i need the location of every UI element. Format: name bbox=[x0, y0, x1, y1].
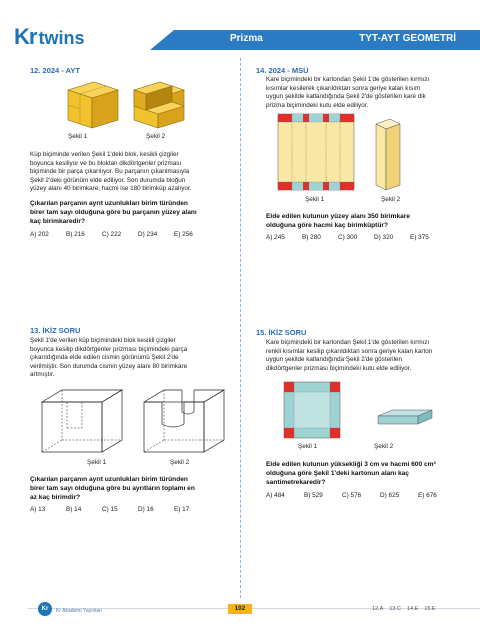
q12-header bbox=[30, 66, 80, 75]
q14-option-d[interactable]: D) 320 bbox=[374, 234, 394, 241]
q12-option-b[interactable]: B) 216 bbox=[66, 231, 85, 238]
q13-text-line: çıkarıldığında elde edilen cismin görünümü Şekil 2'de bbox=[30, 354, 179, 362]
q15-text bbox=[266, 339, 476, 373]
q12-text-line: boyunca kesiliyor ve bu bloktan dikdörtgenler prizması bbox=[30, 159, 182, 167]
q13-text-line: verilmiştir. Son durumda cismin yüzey alanı 80 birimkare bbox=[30, 362, 188, 370]
q13-figure bbox=[32, 384, 232, 456]
q12-text bbox=[30, 151, 235, 194]
q12-text-line: biçiminde bir parça çıkarılıyor. Bu parçanın çıkarılmasıyla bbox=[30, 168, 190, 176]
q14-question-line: olduğuna göre hacmi kaç birimküptür? bbox=[266, 222, 389, 229]
answer-key-item: 15.E bbox=[424, 606, 436, 612]
q12-option-c[interactable]: C) 222 bbox=[102, 231, 122, 238]
q14-number: 14. bbox=[256, 66, 267, 75]
column-divider bbox=[240, 58, 241, 598]
q15-header bbox=[256, 328, 306, 337]
section-title: Prizma bbox=[230, 33, 263, 44]
q15-option-b[interactable]: B) 529 bbox=[304, 492, 323, 499]
q12-figure bbox=[56, 78, 192, 132]
q12-text-line: Şekil 2'deki görünüm elde ediliyor. Son durumda bloğun bbox=[30, 176, 186, 184]
q13-text-line: boyunca kesilip dikdörtgenler prizması biçimindeki parça bbox=[30, 345, 188, 353]
q13-text-line: Şekil 1'de verilen küp biçimindeki blok kesikli çizgiler bbox=[30, 337, 176, 344]
answer-key-item: 12.A bbox=[372, 606, 384, 612]
q12-text-line: yüzey alanı 40 birimkare, hacmi ise 180 birimküp azalıyor. bbox=[30, 185, 192, 193]
q14-text-line: Kare biçimindeki bir kartondan Şekil 1'de gösterilen kırmızı bbox=[266, 76, 430, 83]
q14-sheet bbox=[278, 114, 354, 190]
footer-publisher: Kr Akademi Yayınları bbox=[56, 608, 103, 614]
q13-question-line: az kaç birimdir? bbox=[30, 494, 81, 501]
q13-option-b[interactable]: B) 14 bbox=[66, 506, 82, 513]
q14-option-e[interactable]: E) 375 bbox=[410, 234, 429, 241]
page-number: 102 bbox=[228, 604, 252, 614]
q12-cube-1 bbox=[68, 82, 118, 128]
q15-question-line: olduğuna göre Şekil 1'deki kartonun alanı kaç bbox=[266, 470, 410, 477]
q14-options bbox=[266, 234, 446, 241]
q14-text-line: kısımlar kesilerek çıkarıldıktan sonra geriye kalan kısım bbox=[266, 84, 421, 92]
q15-option-a[interactable]: A) 484 bbox=[266, 492, 285, 499]
q15-question-line: santimetrekaredir? bbox=[266, 479, 326, 486]
q14-question bbox=[266, 212, 471, 230]
q14-question-line: Elde edilen kutunun yüzey alanı 350 birimkare bbox=[266, 213, 411, 220]
q12-options bbox=[30, 231, 210, 238]
q12-question-line: birer tam sayı olduğuna göre bu parçanın yüzey alanı bbox=[30, 209, 197, 216]
q12-text-line: Küp biçiminde verilen Şekil 1'deki blok, kesikli çizgiler bbox=[30, 151, 179, 158]
q15-caption-2: Şekil 2 bbox=[374, 443, 394, 450]
course-title: TYT-AYT GEOMETRİ bbox=[359, 33, 456, 44]
q12-question-line: kaç birimkaredir? bbox=[30, 218, 85, 225]
q12-option-d[interactable]: D) 234 bbox=[138, 231, 158, 238]
q13-caption-2: Şekil 2 bbox=[170, 459, 190, 466]
q12-year: 2024 - AYT bbox=[42, 66, 80, 75]
logo-twins: twins bbox=[38, 28, 85, 48]
page-header bbox=[0, 0, 480, 62]
footer-logo: Kr bbox=[38, 602, 52, 616]
q15-sheet bbox=[284, 382, 340, 438]
q15-option-d[interactable]: D) 625 bbox=[380, 492, 400, 499]
q13-question bbox=[30, 475, 235, 502]
q12-option-e[interactable]: E) 256 bbox=[174, 231, 193, 238]
q12-cube-2 bbox=[134, 82, 184, 128]
q14-header bbox=[256, 66, 309, 75]
q14-caption-2: Şekil 2 bbox=[381, 196, 401, 203]
q13-option-a[interactable]: A) 13 bbox=[30, 506, 46, 513]
q15-caption-1: Şekil 1 bbox=[298, 443, 318, 450]
q15-text-line: renkli kısımlar kesilip çıkarıldıktan sonra geriye kalan karton bbox=[266, 347, 433, 355]
answer-key-item: 13.C bbox=[389, 606, 401, 612]
q15-option-e[interactable]: E) 676 bbox=[418, 492, 437, 499]
page-footer bbox=[0, 598, 480, 643]
q15-number: 15. bbox=[256, 328, 267, 337]
q15-text-line: dikdörtgenler prizması biçimindeki kutu elde ediliyor. bbox=[266, 364, 412, 372]
answer-key bbox=[372, 606, 442, 612]
q14-year: 2024 - MSÜ bbox=[268, 66, 309, 75]
q13-text-line: artmıştır. bbox=[30, 371, 55, 379]
q14-text-line: uygun şekilde katlandığında Şekil 2'de gösterilen kare dik bbox=[266, 93, 426, 101]
q15-question bbox=[266, 460, 476, 487]
q14-option-c[interactable]: C) 300 bbox=[338, 234, 358, 241]
q13-option-d[interactable]: D) 16 bbox=[138, 506, 154, 513]
q13-number: 13. bbox=[30, 326, 41, 335]
q15-figure bbox=[282, 380, 442, 440]
q15-options bbox=[266, 492, 456, 499]
q15-text-line: Kare biçimindeki bir kartondan Şekil 1'de gösterilen kırmızı bbox=[266, 339, 430, 346]
q13-question-line: Çıkarılan parçanın ayrıt uzunlukları birim türünden bbox=[30, 476, 188, 483]
q15-box bbox=[378, 410, 432, 424]
q12-caption-1: Şekil 1 bbox=[68, 133, 88, 140]
q13-options bbox=[30, 506, 210, 513]
q12-question bbox=[30, 199, 235, 226]
publisher-logo bbox=[14, 26, 84, 48]
q13-tag: İKİZ SORU bbox=[42, 326, 81, 335]
q15-option-c[interactable]: C) 576 bbox=[342, 492, 362, 499]
q15-text-line: uygun şekilde katlandığında Şekil 2'de gösterilen bbox=[266, 356, 402, 364]
q13-question-line: birer tam sayı olduğuna göre bu ayrıtların toplamı en bbox=[30, 485, 195, 492]
q13-text bbox=[30, 337, 235, 380]
q14-option-b[interactable]: B) 280 bbox=[302, 234, 321, 241]
q12-option-a[interactable]: A) 202 bbox=[30, 231, 49, 238]
q12-question-line: Çıkarılan parçanın ayrıt uzunlukları birim türünden bbox=[30, 200, 188, 207]
q13-option-c[interactable]: C) 15 bbox=[102, 506, 118, 513]
q14-text bbox=[266, 76, 471, 110]
q13-header bbox=[30, 326, 80, 335]
q12-number: 12. bbox=[30, 66, 41, 75]
q13-option-e[interactable]: E) 17 bbox=[174, 506, 190, 513]
q14-text-line: prizma biçimindeki kutu elde ediliyor. bbox=[266, 101, 369, 109]
q14-figure bbox=[276, 112, 446, 192]
q14-option-a[interactable]: A) 245 bbox=[266, 234, 285, 241]
answer-key-item: 14.E bbox=[406, 606, 419, 612]
q15-question-line: Elde edilen kutunun yüksekliği 3 cm ve hacmi 600 cm³ bbox=[266, 461, 436, 468]
header-bar bbox=[150, 30, 480, 50]
q13-cube-1 bbox=[42, 390, 122, 452]
q13-caption-1: Şekil 1 bbox=[87, 459, 107, 466]
q14-box bbox=[376, 119, 400, 190]
q12-caption-2: Şekil 2 bbox=[146, 133, 166, 140]
logo-kr: Kr bbox=[14, 24, 37, 49]
q15-tag: İKİZ SORU bbox=[268, 328, 307, 337]
q13-cube-2 bbox=[144, 390, 224, 452]
q14-caption-1: Şekil 1 bbox=[305, 196, 325, 203]
